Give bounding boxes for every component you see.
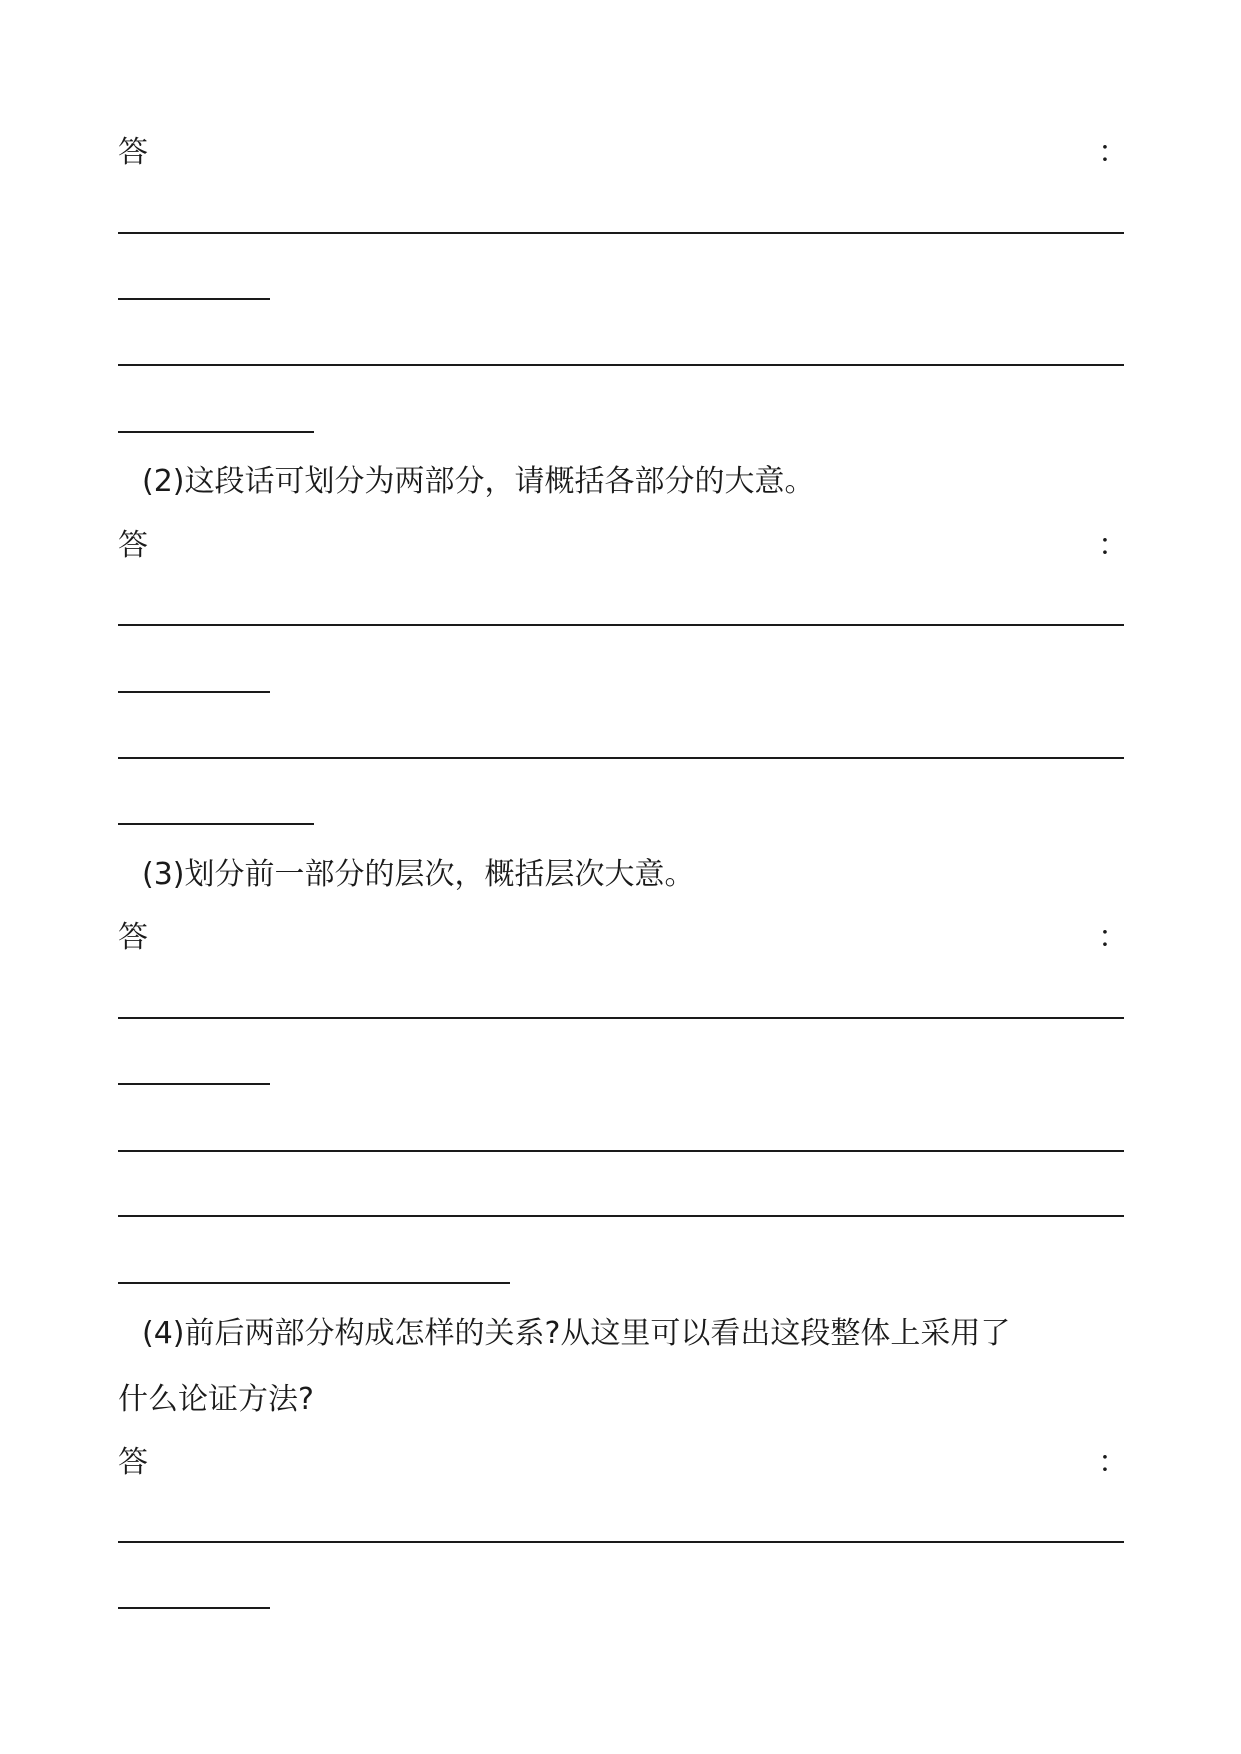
answer-line[interactable] — [118, 1083, 270, 1085]
answer-colon: ： — [1098, 920, 1128, 955]
answer-line[interactable] — [118, 1607, 270, 1609]
question-4-line-1: (4)前后两部分构成怎样的关系?从这里可以看出这段整体上采用了 — [142, 1316, 1011, 1351]
answer-line[interactable] — [118, 691, 270, 693]
answer-line[interactable] — [118, 757, 1124, 759]
answer-colon: ： — [1098, 1445, 1128, 1480]
answer-line[interactable] — [118, 232, 1124, 234]
question-3: (3)划分前一部分的层次，概括层次大意。 — [142, 857, 695, 892]
answer-label: 答 — [118, 528, 148, 563]
answer-line[interactable] — [118, 1282, 510, 1284]
answer-line[interactable] — [118, 1215, 1124, 1217]
question-2: (2)这段话可划分为两部分，请概括各部分的大意。 — [142, 464, 815, 499]
answer-line[interactable] — [118, 624, 1124, 626]
answer-line[interactable] — [118, 823, 314, 825]
answer-colon: ： — [1098, 135, 1128, 170]
answer-label: 答 — [118, 920, 148, 955]
answer-line[interactable] — [118, 1541, 1124, 1543]
answer-line[interactable] — [118, 1017, 1124, 1019]
answer-colon: ： — [1098, 528, 1128, 563]
question-4-line-2: 什么论证方法? — [118, 1382, 314, 1417]
answer-line[interactable] — [118, 431, 314, 433]
answer-line[interactable] — [118, 364, 1124, 366]
answer-line[interactable] — [118, 1150, 1124, 1152]
answer-label: 答 — [118, 1445, 148, 1480]
answer-label: 答 — [118, 135, 148, 170]
answer-line[interactable] — [118, 298, 270, 300]
